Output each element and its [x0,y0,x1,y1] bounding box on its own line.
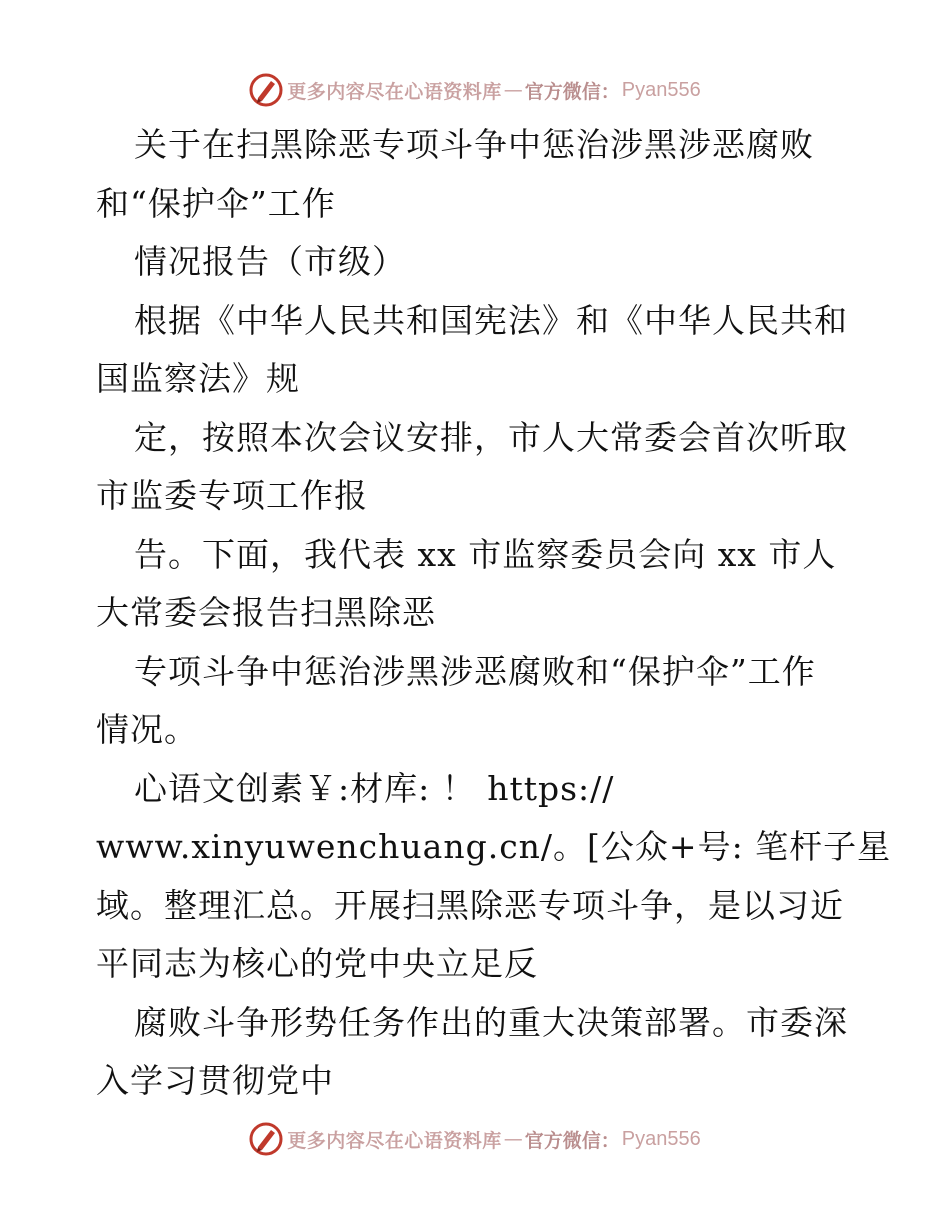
banner-separator: — [503,79,523,101]
header-banner [0,68,950,112]
banner-wechat-id: Pyan556 [621,1127,701,1150]
text-line: 和“保护伞”工作 [96,183,336,223]
text-line: 定，按照本次会议安排，市人大常委会首次听取 [134,417,848,457]
banner-separator: — [503,1128,523,1150]
banner-official-label: 官方微信： [524,80,620,103]
text-line: 告。下面，我代表 xx 市监察委员会向 xx 市人 [134,534,837,574]
pen-logo-icon [249,1122,283,1156]
text-line: 根据《中华人民共和国宪法》和《中华人民共和 [134,300,848,340]
banner-wechat-id: Pyan556 [621,78,701,101]
banner-official-label: 官方微信： [524,1129,620,1152]
text-line: 专项斗争中惩治涉黑涉恶腐败和“保护伞”工作 [134,651,816,691]
text-line: 平同志为核心的党中央立足反 [96,944,538,983]
banner-text: 更多内容尽在心语资料库 [287,1129,502,1152]
document-body [96,116,892,1111]
text-line: 入学习贯彻党中 [96,1061,334,1100]
text-line: 关于在扫黑除恶专项斗争中惩治涉黑涉恶腐败 [134,125,814,164]
text-line: 情况。 [96,710,198,749]
text-line: 心语文创素￥:材库: ！ https:// [134,768,615,808]
pen-logo-icon [249,73,283,107]
text-line: 腐败斗争形势任务作出的重大决策部署。市委深 [134,1002,848,1042]
text-line: 市监委专项工作报 [96,476,368,515]
text-line: 大常委会报告扫黑除恶 [96,593,436,632]
footer-banner [0,1117,950,1161]
text-line: 域。整理汇总。开展扫黑除恶专项斗争，是以习近 [96,885,844,925]
text-line: 国监察法》规 [96,359,300,398]
text-line: www.xinyuwenchuang.cn/。[公众+号: 笔杆子星 [96,827,892,866]
banner-text: 更多内容尽在心语资料库 [287,80,502,103]
text-line: 情况报告（市级） [134,242,406,281]
